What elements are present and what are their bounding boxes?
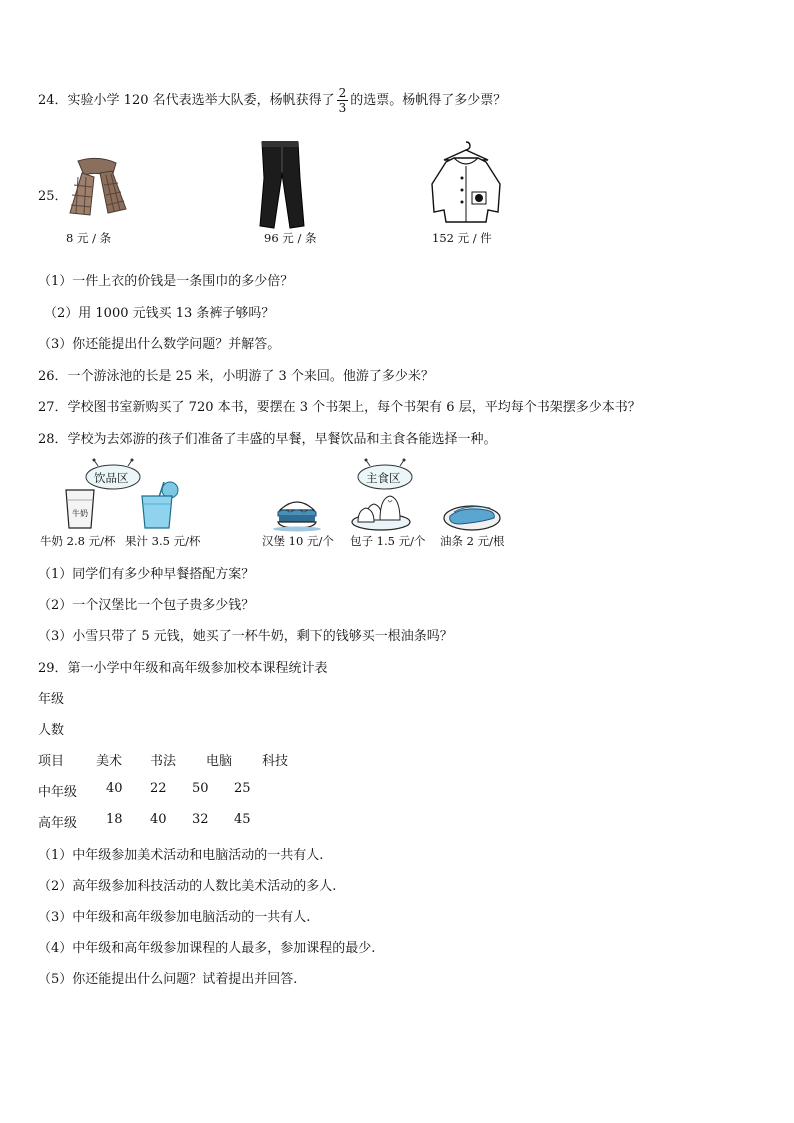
q29-sub4: （4）中年级和高年级参加课程的人最多，参加课程的最少. xyxy=(38,941,376,956)
bun-icon xyxy=(350,492,412,532)
jacket-icon xyxy=(424,140,508,226)
question-28: 28．学校为去郊游的孩子们准备了丰盛的早餐，早餐饮品和主食各能选择一种。 xyxy=(38,432,497,447)
q29-sub1: （1）中年级参加美术活动和电脑活动的一共有人. xyxy=(38,848,324,863)
question-27: 27．学校图书室新购买了 720 本书，要摆在 3 个书架上，每个书架有 6 层，平均每个书架摆多少本书？ xyxy=(38,400,641,415)
bun-price: 包子 1.5 元/个 xyxy=(350,534,426,548)
pants-icon xyxy=(254,138,310,230)
youtiao-price: 油条 2 元/根 xyxy=(440,534,505,548)
table-cell: 50 xyxy=(192,781,209,796)
fraction-denominator: 3 xyxy=(338,101,347,115)
q29-sub5: （5）你还能提出什么问题？试着提出并回答. xyxy=(38,972,298,987)
q28-sub3: （3）小雪只带了 5 元钱，她买了一杯牛奶，剩下的钱够买一根油条吗？ xyxy=(38,629,453,644)
table-header-cell: 科技 xyxy=(262,754,289,769)
milk-price: 牛奶 2.8 元/杯 xyxy=(40,534,116,548)
pants-price: 96 元 / 条 xyxy=(264,231,317,245)
jacket-price: 152 元 / 件 xyxy=(432,231,492,245)
table-row-label-count: 人数 xyxy=(38,723,65,738)
table-row-label-grade: 年级 xyxy=(38,692,65,707)
table-cell: 18 xyxy=(106,812,123,827)
question-text-before: 实验小学 120 名代表选举大队委，杨帆获得了 xyxy=(67,93,335,108)
juice-price: 果汁 3.5 元/杯 xyxy=(125,534,201,548)
hamburger-price: 汉堡 10 元/个 xyxy=(262,534,334,548)
question-24 xyxy=(38,86,506,115)
q29-sub3: （3）中年级和高年级参加电脑活动的一共有人. xyxy=(38,910,311,925)
fraction-two-thirds xyxy=(337,86,349,115)
question-25-number: 25． xyxy=(38,189,68,204)
hamburger-icon xyxy=(270,494,324,532)
scarf-price: 8 元 / 条 xyxy=(66,231,112,245)
q25-sub3: （3）你还能提出什么数学问题？并解答。 xyxy=(38,337,281,352)
youtiao-icon xyxy=(442,496,502,532)
question-26: 26．一个游泳池的长是 25 米，小明游了 3 个来回。他游了多少米？ xyxy=(38,369,434,384)
table-cell: 45 xyxy=(234,812,251,827)
fraction-numerator: 2 xyxy=(338,86,347,100)
drinks-zone-title: 饮品区 xyxy=(94,471,129,485)
question-text-after: 的选票。杨帆得了多少票？ xyxy=(350,93,507,108)
question-29: 29．第一小学中年级和高年级参加校本课程统计表 xyxy=(38,661,328,676)
q29-sub2: （2）高年级参加科技活动的人数比美术活动的多人. xyxy=(38,879,337,894)
table-row-label: 高年级 xyxy=(38,816,78,831)
table-cell: 32 xyxy=(192,812,209,827)
table-header-cell: 电脑 xyxy=(206,754,233,769)
food-zone-title: 主食区 xyxy=(366,471,401,485)
table-header-cell: 项目 xyxy=(38,754,65,769)
scarf-icon xyxy=(64,155,132,219)
juice-glass-icon xyxy=(138,480,182,530)
q28-sub2: （2）一个汉堡比一个包子贵多少钱？ xyxy=(38,598,255,613)
table-header-cell: 美术 xyxy=(96,754,123,769)
table-cell: 40 xyxy=(106,781,123,796)
table-header-cell: 书法 xyxy=(150,754,177,769)
milk-glass-text: 牛奶 xyxy=(72,509,88,518)
table-row-label: 中年级 xyxy=(38,785,78,800)
table-cell: 25 xyxy=(234,781,251,796)
table-cell: 40 xyxy=(150,812,167,827)
q25-sub2: （2）用 1000 元钱买 13 条裤子够吗？ xyxy=(44,306,275,321)
q25-sub1: （1）一件上衣的价钱是一条围巾的多少倍？ xyxy=(38,274,294,289)
table-cell: 22 xyxy=(150,781,167,796)
q28-sub1: （1）同学们有多少种早餐搭配方案？ xyxy=(38,567,255,582)
question-number: 24． xyxy=(38,93,68,108)
